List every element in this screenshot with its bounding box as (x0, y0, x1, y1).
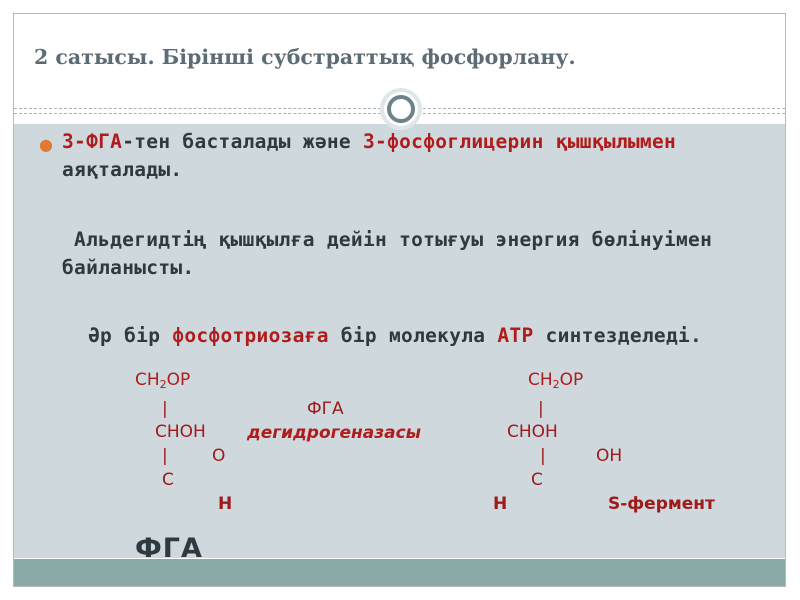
right-s-enzyme: S-фермент (608, 494, 715, 514)
left-carbon: C (162, 470, 174, 490)
right-choh: CHOH (507, 422, 558, 442)
right-hydroxyl: OH (596, 446, 623, 466)
ring-ornament-icon (380, 88, 422, 130)
right-bond-2: | (540, 446, 546, 466)
left-bond-2: | (162, 446, 168, 466)
enzyme-name-line2: дегидрогеназасы (247, 423, 422, 443)
left-hydrogen: H (218, 494, 233, 514)
left-choh: CHOH (155, 422, 206, 442)
footer-bar (14, 559, 785, 586)
left-oxygen: O (212, 446, 226, 466)
paragraph-3 (62, 322, 782, 350)
text-segment: бір молекула (328, 324, 498, 347)
enzyme-name-line1: ФГА (307, 399, 344, 419)
text-segment: аяқталады. (62, 158, 183, 181)
text-segment: Әр бір (88, 324, 173, 347)
term-3-fga: 3-ФГА (62, 130, 123, 153)
text-segment: синтезделеді. (533, 324, 703, 347)
bullet-icon: ● (39, 135, 53, 154)
right-hydrogen: H (493, 494, 508, 514)
right-bond-1: | (538, 399, 544, 419)
left-bond-1: | (162, 399, 168, 419)
right-carbon: C (531, 470, 543, 490)
bullet-text-1 (62, 128, 762, 184)
bottom-fga-label: ФГА (135, 533, 203, 564)
text-segment: -тен басталады және (122, 130, 364, 153)
term-phosphotriose: фосфотриозаға (172, 324, 329, 347)
slide-title: 2 сатысы. Бірінші субстраттық фосфорлану. (34, 45, 576, 69)
left-ch2op: $CH_2OP$ (135, 370, 191, 391)
term-3-phosphoglycerate: 3-фосфоглицерин қышқылымен (363, 130, 677, 153)
paragraph-2: Альдегидтің қышқылға дейін тотығуы энергия бөлінуімен байланысты. (62, 228, 713, 279)
term-atp: АТР (497, 324, 534, 347)
right-ch2op: $CH_2OP$ (528, 370, 584, 391)
